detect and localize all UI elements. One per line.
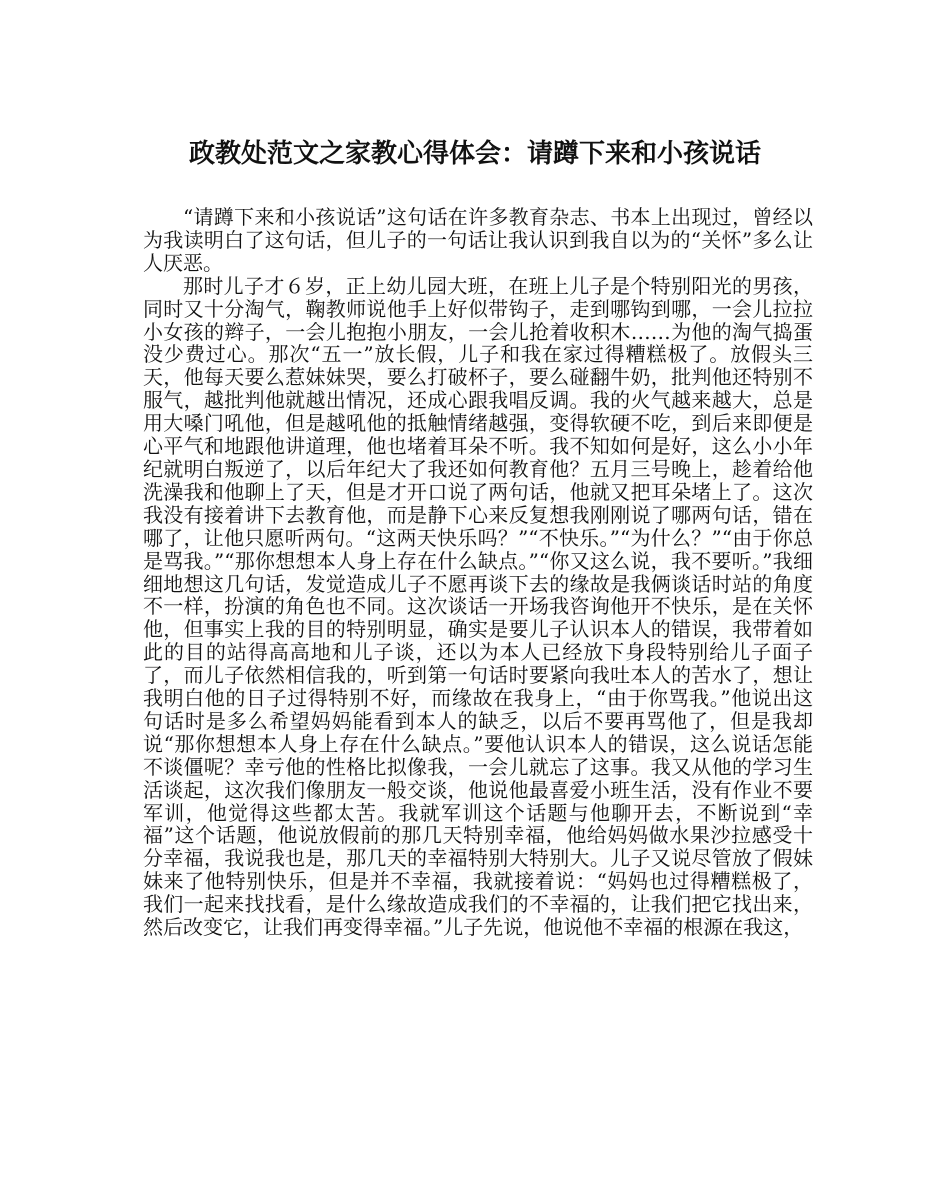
paragraph-intro: “请蹲下来和小孩说话”这句话在许多教育杂志、书本上出现过，曾经以为我读明白了这句话，但儿子的一句话让我认识到我自以为的“关怀”多么让人厌恶。 [143, 205, 813, 275]
document-body [143, 206, 813, 939]
paragraph-story: 那时儿子才６岁，正上幼儿园大班，在班上儿子是个特别阳光的男孩，同时又十分淘气，鞠教师说他手上好似带钩子，走到哪钩到哪，一会儿拉拉小女孩的辫子，一会儿抱抱小朋友，一会儿抢着收积木……为他的淘气捣蛋没少费过心。那次“五一”放长假，儿子和我在家过得糟糕极了。放假头三天，他每天要么惹妹妹哭，要么打破杯子，要么碰翻牛奶，批判他还特别不服气，越批判他就越出情况，还成心跟我唱反调。我的火气越来越大，总是用大嗓门吼他，但是越吼他的抵触情绪越强，变得软硬不吃，到后来即便是心平气和地跟他讲道理，他也堵着耳朵不听。我不知如何是好，这么小小年纪就明白叛逆了，以后年纪大了我还如何教育他？五月三号晚上，趁着给他洗澡我和他聊上了天，但是才开口说了两句话，他就又把耳朵堵上了。这次我没有接着讲下去教育他，而是静下心来反复想我刚刚说了哪两句话，错在哪了，让他只愿听两句。“这两天快乐吗？”“不快乐。”“为什么？”“由于你总是骂我。”“那你想想本人身上存在什么缺点。”“你又这么说，我不要听。”我细细地想这几句话，发觉造成儿子不愿再谈下去的缘故是我俩谈话时站的角度不一样，扮演的角色也不同。这次谈话一开场我咨询他开不快乐，是在关怀他，但事实上我的目的特别明显，确实是要儿子认识本人的错误，我带着如此的目的站得高高地和儿子谈，还以为本人已经放下身段特别给儿子面子了，而儿子依然相信我的，听到第一句话时要紧向我吐本人的苦水了，想让我明白他的日子过得特别不好，而缘故在我身上，“由于你骂我。”他说出这句话时是多么希望妈妈能看到本人的缺乏，以后不要再骂他了，但是我却说“那你想想本人身上存在什么缺点。”要他认识本人的错误，这么说话怎能不谈僵呢？幸亏他的性格比拟像我，一会儿就忘了这事。我又从他的学习生活谈起，这次我们像朋友一般交谈，他说他最喜爱小班生活，没有作业不要军训，他觉得这些都太苦。我就军训这个话题与他聊开去，不断说到“幸福”这个话题，他说放假前的那几天特别幸福，他给妈妈做水果沙拉感受十分幸福，我说我也是，那几天的幸福特别大特别大。儿子又说尽管放了假妹妹来了他特别快乐，但是并不幸福，我就接着说：“妈妈也过得糟糕极了，我们一起来找找看，是什么缘故造成我们的不幸福的，让我们把它找出来，然后改变它，让我们再变得幸福。”儿子先说，他说他不幸福的根源在我这， [143, 273, 813, 940]
document-title: 政教处范文之家教心得体会：请蹲下来和小孩说话 [188, 139, 761, 169]
